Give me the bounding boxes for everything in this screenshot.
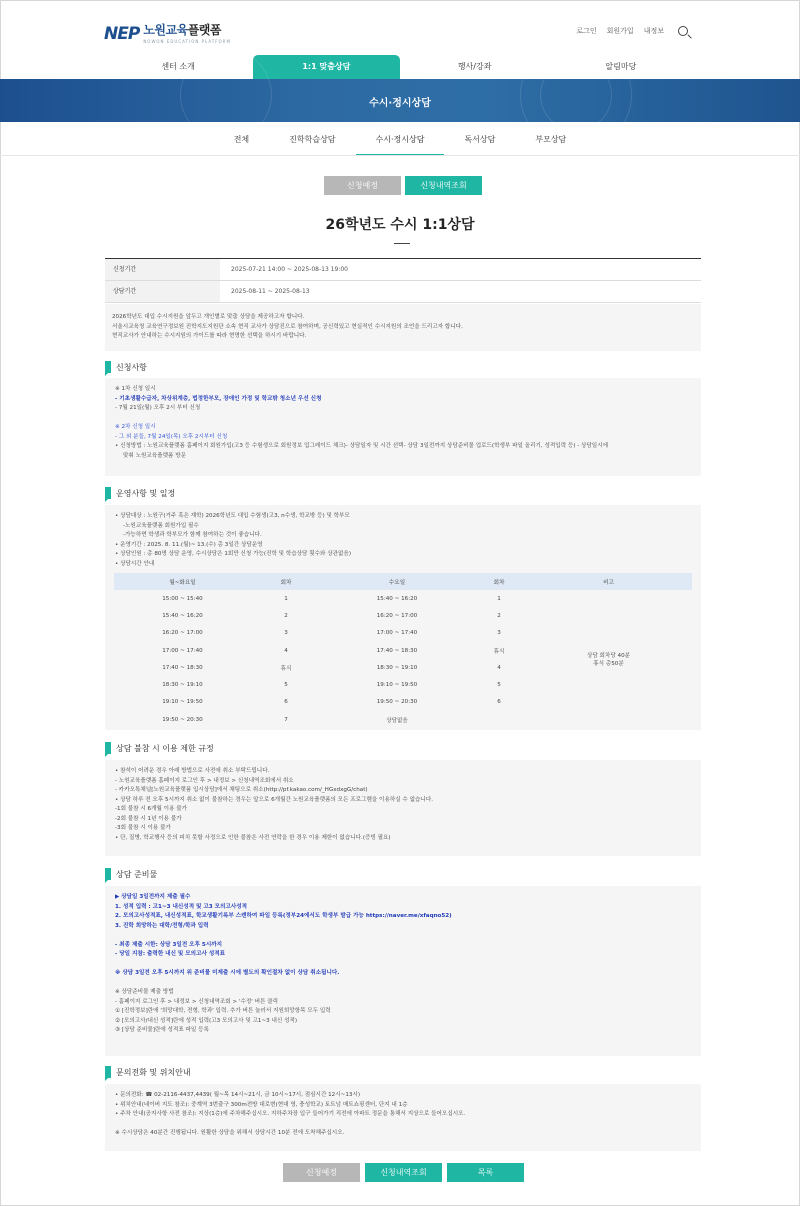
text-line: 신청방법 : 노원교육플랫폼 홈페이지 회원가입(고3 등 수험생으로 회원정보 업그레이드 체크)- 상담일자 및 시간 선택- 상담 3일전까지 상담준비물 업로드(학생부 파일 올리기, 성적입력 등) - 상담일시에 — [120, 443, 609, 449]
table-cell: 3 — [284, 630, 288, 637]
text-line: 맞춰 노원교육플랫폼 방문 — [123, 452, 186, 459]
status-tabs — [324, 176, 482, 195]
table-header-row — [114, 573, 692, 590]
schedule-table — [114, 573, 692, 728]
text-line: - 홈페이지 로그인 후 > 내정보 > 신청내역조회 > '수정' 버튼 클릭 — [115, 998, 278, 1005]
text-line: -2회 불참 시 1년 이용 불가 — [115, 815, 182, 822]
text-line: 2. 모의고사성적표, 내신성적표, 학교생활기록부 스캔하여 파일 등록(정부24에서도 학생부 발급 가능 https://naver.me/xfaqno52) — [115, 913, 452, 919]
table-cell: 15:00 ~ 15:40 — [162, 595, 203, 602]
logo[interactable] — [104, 21, 231, 44]
table-cell: 15:40 ~ 16:20 — [162, 612, 203, 619]
text-line: ② [모의고사/내신 성적]란에 성적 입력(고3 모의고사 및 고1~3 내신 성적) — [115, 1017, 298, 1024]
text-line: ※ 수시상담은 40분간 진행됩니다. 원활한 상담을 위해서 상담시간 10분 전에 도착해주십시오. — [115, 1130, 345, 1136]
text-line: 참석이 어려운 경우 아래 방법으로 사전에 취소 부탁드립니다. — [120, 768, 270, 774]
table-cell: 19:10 ~ 19:50 — [376, 682, 418, 689]
application-history-button[interactable]: 신청내역조회 — [365, 1163, 442, 1182]
bookmark-icon — [105, 487, 111, 499]
table-cell: 19:10 ~ 19:50 — [162, 699, 203, 706]
apply-box: ※ 1차 신청 일시 - 기초생활수급자, 차상위계층, 법정한부모, 장애인 가정 및 학교밖 청소년 우선 신청 - 7월 21일(월) 오후 2시 부터 신청 ※ 2차 신청 일시 - 그 외 분들, 7월 24일(목) 오후 2시부터 신청 • 신청방법 : 노원교육플랫폼 홈페이지 회원가입(고3 등 수험생으로 회원정보 업그레이드 체크)- 상담일자 및 시간 선택- 상담 3일전까지 상담준비물 업로드(학생부 파일 올리기, 성적입력 등) - 상담일시에 맞춰 노원교육플랫폼 방문 — [105, 378, 701, 476]
text-line: ※ 2차 신청 일시 — [115, 424, 156, 430]
section-heading-prep: 상담 준비물 — [105, 868, 157, 880]
bookmark-icon — [105, 361, 111, 373]
table-cell: 19:50 ~ 20:30 — [376, 699, 418, 706]
bookmark-icon — [105, 1066, 111, 1078]
row-value: 2025-08-11 ~ 2025-08-13 — [231, 288, 310, 295]
logo-subtitle: NOWON EDUCATION PLATFORM — [143, 39, 231, 44]
table-cell: 16:20 ~ 17:00 — [376, 612, 418, 619]
text-line: - 노원교육플랫폼 홈페이지 로그인 후 > 내정보 > 신청내역조회에서 취소 — [115, 777, 294, 784]
table-cell: 17:00 ~ 17:40 — [376, 630, 418, 637]
table-cell: 4 — [497, 664, 501, 671]
table-cell: 2 — [284, 612, 288, 619]
operation-box: • 상담대상 : 노원구(거주 혹은 재학) 2026학년도 대입 수험생(고3, n수생, 학교밖 등) 및 학부모 -노원교육플랫폼 회원가입 필수 -가능하면 학생과 학부모가 함께 참여하는 것이 좋습니다. • 운영기간 : 2025. 8. 11.(월)~ 13.(수) 총 3일간 상담운영 • 상담인원 : 총 80명 상담 운영, 수시상담은 1회만 신청 가능(진학 및 학습상담 횟수와 상관없음) • 상담시간 안내 — [105, 505, 701, 730]
table-cell: 5 — [497, 682, 501, 689]
text-line: ① [진학정보]란에 '희망대학, 전형, 학과' 입력. 추가 버튼 눌러서 지원희망항목 모두 입력 — [115, 1008, 331, 1014]
section-heading-limit: 상담 불참 시 이용 제한 규정 — [105, 742, 214, 754]
schedule-note: 상담 회차당 40분 휴식 총50분 — [586, 653, 631, 668]
text-line: 상담대상 : 노원구(거주 혹은 재학) 2026학년도 대입 수험생(고3, n수생, 학교밖 등) 및 학부모 — [120, 513, 350, 519]
text-line: ※ 상담준비물 제출 방법 — [115, 989, 174, 995]
table-cell: 18:30 ~ 19:10 — [376, 664, 418, 671]
text-line: - 카카오톡채널[노원교육플랫폼 입시상담]에서 채팅으로 취소(http://pf.kakao.com/_HGxdxgG/chat) — [115, 787, 368, 793]
table-cell: 1 — [497, 595, 501, 602]
text-line: - 기초생활수급자, 차상위계층, 법정한부모, 장애인 가정 및 학교밖 청소년 우선 신청 — [115, 395, 322, 402]
column-header: 회차 — [473, 573, 525, 590]
table-cell: 19:50 ~ 20:30 — [162, 716, 203, 723]
tab-apply-status[interactable]: 신청예정 — [324, 176, 401, 195]
intro-line: 서울시교육청 교육연구정보원 진학지도지원단 소속 현직 교사가 상담진으로 참여하며, 공신력있고 현실적인 수시지원의 조언을 드리고자 합니다. — [112, 323, 463, 330]
table-cell: 16:20 ~ 17:00 — [162, 630, 203, 637]
table-cell: 3 — [497, 630, 501, 637]
table-cell: 2 — [497, 612, 501, 619]
table-cell: 5 — [284, 682, 288, 689]
contact-box: • 문의전화: ☎ 02-2116-4437,4439( 월~목 14시~21시, 금 10시~17시, 점심시간 12시~13시) • 위치안내(네이버 지도 참조): 중계역 3번출구 300m전방 대로변(현대 영, 충성학교) 토트넘 매트쇼핑센터, 단지 내 1층 • 주차 안내(공지사항 사전 참조): 지상(1층)에 주차해주십시오. 지하주차장 입구 들어가기 직전에 아파트 정문을 통해서 지상으로 들어오십시오. ※ 수시상담은 40분간 진행됩니다. 원활한 상담을 위해서 상담시간 10분 전에 도착해주십시오. — [105, 1084, 701, 1151]
column-header: 회차 — [251, 573, 321, 590]
text-line: -3회 불참 시 이용 불가 — [115, 825, 171, 831]
subnav-admission[interactable]: 수시·정시상담 — [356, 122, 445, 155]
intro-box — [105, 304, 701, 351]
bookmark-icon — [105, 742, 111, 754]
table-cell: 17:40 ~ 18:30 — [162, 664, 203, 671]
nav-notice[interactable]: 알림마당 — [605, 62, 637, 71]
table-cell: 1 — [284, 595, 288, 602]
text-line: ※ 1차 신청 일시 — [115, 386, 156, 392]
table-cell: 17:40 ~ 18:30 — [376, 647, 418, 654]
bottom-buttons — [283, 1163, 524, 1182]
sub-nav — [0, 122, 800, 155]
text-line: 상담시간 안내 — [120, 560, 155, 567]
prep-box — [105, 886, 701, 1056]
sub-banner — [0, 79, 800, 122]
logo-mark: NEP — [104, 24, 140, 44]
apply-status-button[interactable]: 신청예정 — [283, 1163, 360, 1182]
table-row — [114, 590, 692, 607]
text-line: - 그 외 분들, 7월 24일(목) 오후 2시부터 신청 — [115, 433, 228, 440]
table-row — [105, 259, 701, 281]
table-cell: 6 — [284, 699, 288, 706]
login-link[interactable]: 로그인 — [576, 27, 597, 35]
table-cell: 15:40 ~ 16:20 — [376, 595, 418, 602]
period-table — [105, 258, 701, 303]
text-line: - 최종 제출 시한: 상담 3일전 오후 5시까지 — [115, 941, 223, 948]
intro-line: 현직교사가 안내하는 수시지원의 가이드를 따라 현명한 선택을 하시기 바랍니다. — [112, 333, 307, 339]
row-label: 신청기간 — [105, 259, 220, 280]
table-row — [105, 281, 701, 303]
limit-box: • 참석이 어려운 경우 아래 방법으로 사전에 취소 부탁드립니다. - 노원교육플랫폼 홈페이지 로그인 후 > 내정보 > 신청내역조회에서 취소 - 카카오톡채널[노원교육플랫폼 입시상담]에서 채팅으로 취소(http://pf.kakao.com/_HGxdxgG/chat) • 상담 하루 전 오후 5시까지 취소 없이 불참하는 경우는 앞으로 6개월간 노원교육플랫폼의 모든 프로그램을 이용하실 수 없습니다. -1회 불참 시 6개월 이용 불가 -2회 불참 시 1년 이용 불가 -3회 불참 시 이용 불가 • 단, 질병, 학교행사 등의 피치 못할 사정으로 인한 불참은 사전 연락을 한 경우 이용 제한이 없습니다.(증빙 필요) — [105, 760, 701, 856]
text-line: 1. 성적 입력 : 고1~3 내신성적 및 고3 모의고사성적 — [115, 903, 248, 910]
text-line: - 7월 21일(월) 오후 2시 부터 신청 — [115, 405, 201, 411]
text-line: 상담 하루 전 오후 5시까지 취소 없이 불참하는 경우는 앞으로 6개월간 노원교육플랫폼의 모든 프로그램을 이용하실 수 없습니다. — [120, 796, 434, 803]
table-cell: 6 — [497, 699, 501, 706]
subnav-divider — [0, 155, 800, 156]
text-line: 단, 질병, 학교행사 등의 피치 못할 사정으로 인한 불참은 사전 연락을 한 경우 이용 제한이 없습니다.(증빙 필요) — [120, 834, 391, 841]
table-cell: 4 — [284, 647, 288, 654]
table-cell: 18:30 ~ 19:10 — [162, 682, 203, 689]
text-line: 운영기간 : 2025. 8. 11.(월)~ 13.(수) 총 3일간 상담운영 — [120, 541, 263, 548]
tab-application-history[interactable]: 신청내역조회 — [405, 176, 482, 195]
subnav-reading[interactable]: 독서상담 — [464, 135, 496, 144]
list-button[interactable]: 목록 — [447, 1163, 524, 1182]
text-line: -노원교육플랫폼 회원가입 필수 — [123, 522, 199, 529]
text-line: 위치안내(네이버 지도 참조): 중계역 3번출구 300m전방 대로변(현대 영, 충성학교) 토트넘 매트쇼핑센터, 단지 내 1층 — [120, 1101, 408, 1108]
section-heading-contact: 문의전화 및 위치안내 — [105, 1066, 191, 1078]
nav-center-intro[interactable]: 센터 소개 — [161, 62, 195, 71]
text-line: 3. 진학 희망하는 대학/전형/학과 입력 — [115, 922, 209, 929]
text-line: 문의전화: ☎ 02-2116-4437,4439( 월~목 14시~21시, 금 10시~17시, 점심시간 12시~13시) — [120, 1092, 361, 1098]
nav-events[interactable]: 행사/강좌 — [457, 62, 492, 71]
table-cell: 휴식 — [280, 665, 292, 672]
page-title: 26학년도 수시 1:1상담 — [325, 217, 475, 233]
table-cell: 휴식 — [493, 648, 505, 655]
search-icon[interactable] — [678, 26, 688, 36]
text-line: -1회 불참 시 6개월 이용 불가 — [115, 806, 188, 812]
banner-title: 수시·정시상담 — [369, 98, 431, 109]
table-cell: 7 — [284, 716, 288, 723]
subnav-all[interactable]: 전체 — [233, 135, 250, 144]
table-cell: 상담없음 — [386, 717, 408, 724]
nav-consult[interactable]: 1:1 맞춤상담 — [253, 55, 399, 79]
text-line: ※ 상담 3일전 오후 5시까지 위 준비물 미제출 시에 별도의 확인절차 없이 상담 취소됩니다. — [115, 970, 340, 976]
row-label: 상담기간 — [105, 281, 220, 302]
row-value: 2025-07-21 14:00 ~ 2025-08-13 19:00 — [231, 266, 348, 273]
logo-name: 노원교육플랫폼 — [143, 23, 221, 37]
section-heading-apply: 신청사항 — [105, 361, 147, 373]
my-info-link[interactable]: 내정보 — [643, 27, 664, 35]
column-header: 월~화요일 — [114, 573, 251, 590]
column-header: 비고 — [525, 573, 692, 590]
table-cell — [473, 711, 525, 728]
text-line: - 당일 지참: 출력한 내신 및 모의고사 성적표 — [115, 951, 226, 957]
subnav-parent[interactable]: 부모상담 — [535, 135, 567, 144]
section-heading-operation: 운영사항 및 일정 — [105, 487, 175, 499]
intro-line: 2026학년도 대입 수시지원을 앞두고 개인별로 맞춤 상담을 제공하고자 합니다. — [112, 314, 305, 320]
title-underline — [394, 243, 410, 244]
table-cell: 17:00 ~ 17:40 — [162, 647, 203, 654]
text-line: ▶ 상담일 3일전까지 제출 필수 — [115, 894, 191, 900]
column-header: 수요일 — [321, 573, 473, 590]
text-line: 상담인원 : 총 80명 상담 운영, 수시상담은 1회만 신청 가능(진학 및 학습상담 횟수와 상관없음) — [120, 551, 352, 557]
bookmark-icon — [105, 868, 111, 880]
text-line: 주차 안내(공지사항 사전 참조): 지상(1층)에 주차해주십시오. 지하주차장 입구 들어가기 직전에 아파트 정문을 통해서 지상으로 들어오십시오. — [120, 1111, 466, 1117]
subnav-study[interactable]: 진학학습상담 — [289, 135, 336, 144]
text-line: ③ [상담 준비물]란에 성적표 파일 등록 — [115, 1027, 209, 1033]
utility-menu — [576, 26, 688, 36]
join-link[interactable]: 회원가입 — [606, 27, 634, 35]
text-line: -가능하면 학생과 학부모가 함께 참여하는 것이 좋습니다. — [123, 532, 262, 538]
